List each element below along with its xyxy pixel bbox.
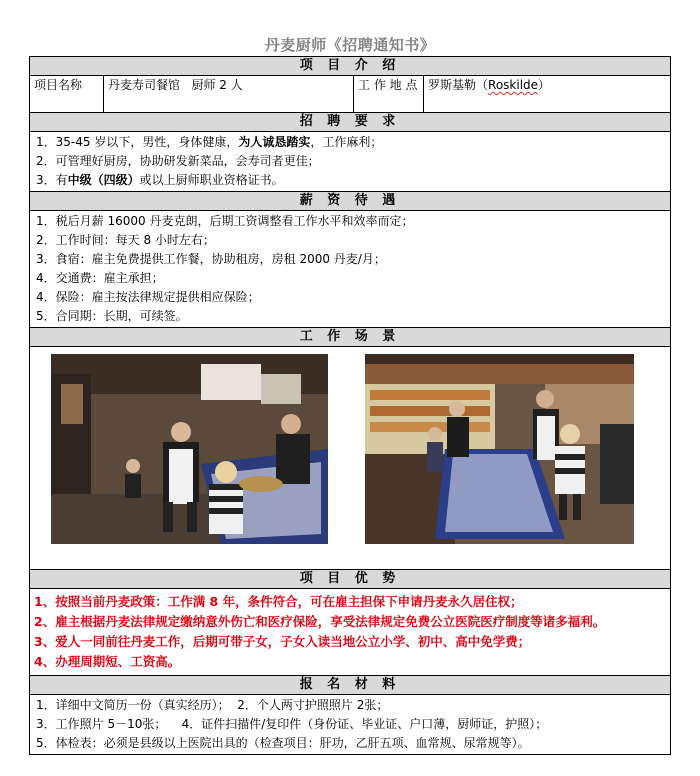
requirement-1 xyxy=(36,133,664,152)
advantage-item: 1、按照当前丹麦政策：工作满 8 年，条件符合，可在雇主担保下申请丹麦永久居住权； xyxy=(34,594,523,609)
work-photo-right xyxy=(365,354,634,544)
notice-table xyxy=(29,56,671,755)
section-header-pay: 薪 资 待 遇 xyxy=(30,192,671,211)
requirement-3 xyxy=(36,171,664,190)
requirement-3-emphasis: 中级（四级） xyxy=(67,173,140,187)
work-scene-photos xyxy=(30,347,671,570)
work-location-value xyxy=(424,76,671,113)
work-photo-left xyxy=(51,354,328,544)
pay-item: 1．税后月薪 16000 丹麦克朗，后期工资调整看工作水平和效率而定； xyxy=(36,214,414,228)
work-location-label: 工 作 地 点 xyxy=(354,76,424,113)
advantage-item: 3、爱人一同前往丹麦工作，后期可带子女，子女入读当地公立小学、初中、高中免学费； xyxy=(34,634,531,649)
requirement-1-tail: ，工作麻利； xyxy=(310,135,383,149)
material-item: 5．体检表：必须是县级以上医院出具的（检查项目：肝功，乙肝五项、血常规、尿常规等）。 xyxy=(36,736,530,750)
requirement-2: 2．可管理好厨房，协助研发新菜品，会寿司者更佳； xyxy=(36,154,320,168)
requirement-1-emphasis: 为人诚恳踏实 xyxy=(238,135,311,149)
pay-list xyxy=(30,211,671,328)
section-header-advantages: 项 目 优 势 xyxy=(30,570,671,589)
project-name-label: 项目名称 xyxy=(30,76,104,113)
section-header-requirements: 招 聘 要 求 xyxy=(30,113,671,132)
advantage-item: 2、雇主根据丹麦法律规定缴纳意外伤亡和医疗保险，享受法律规定免费公立医院医疗制度等诸多福利。 xyxy=(34,614,606,629)
materials-list xyxy=(30,695,671,755)
pay-item: 3．食宿：雇主免费提供工作餐，协助租房，房租 2000 丹麦/月； xyxy=(36,252,386,266)
location-english: Roskilde xyxy=(488,78,539,92)
requirement-3-tail: 或以上厨师职业资格证书。 xyxy=(139,173,284,187)
section-header-materials: 报 名 材 料 xyxy=(30,676,671,695)
pay-item: 2．工作时间：每天 8 小时左右； xyxy=(36,233,215,247)
pay-item: 5．合同期：长期，可续签。 xyxy=(36,309,188,323)
requirements-list xyxy=(30,132,671,192)
advantages-list xyxy=(30,589,671,676)
location-prefix: 罗斯基勒（ xyxy=(428,78,489,92)
requirement-1-text: 1．35-45 岁以下，男性，身体健康， xyxy=(36,135,239,149)
material-item: 3．工作照片 5－10张； 4．证件扫描件/复印件（身份证、毕业证、户口薄，厨师证，护照）； xyxy=(36,717,548,731)
document-title: 丹麦厨师《招聘通知书》 xyxy=(264,36,436,54)
project-name-value: 丹麦寿司餐馆 厨师 2 人 xyxy=(104,76,354,113)
pay-item: 4．交通费：雇主承担； xyxy=(36,271,164,285)
pay-item: 4．保险：雇主按法律规定提供相应保险； xyxy=(36,290,260,304)
section-header-scene: 工 作 场 景 xyxy=(30,328,671,347)
section-header-intro: 项 目 介 绍 xyxy=(30,57,671,76)
advantage-item: 4、办理周期短、工资高。 xyxy=(34,654,181,669)
location-suffix: ） xyxy=(538,78,551,92)
requirement-3-text: 3．有 xyxy=(36,173,68,187)
material-item: 1．详细中文简历一份（真实经历）； 2．个人两寸护照照片 2张； xyxy=(36,698,389,712)
